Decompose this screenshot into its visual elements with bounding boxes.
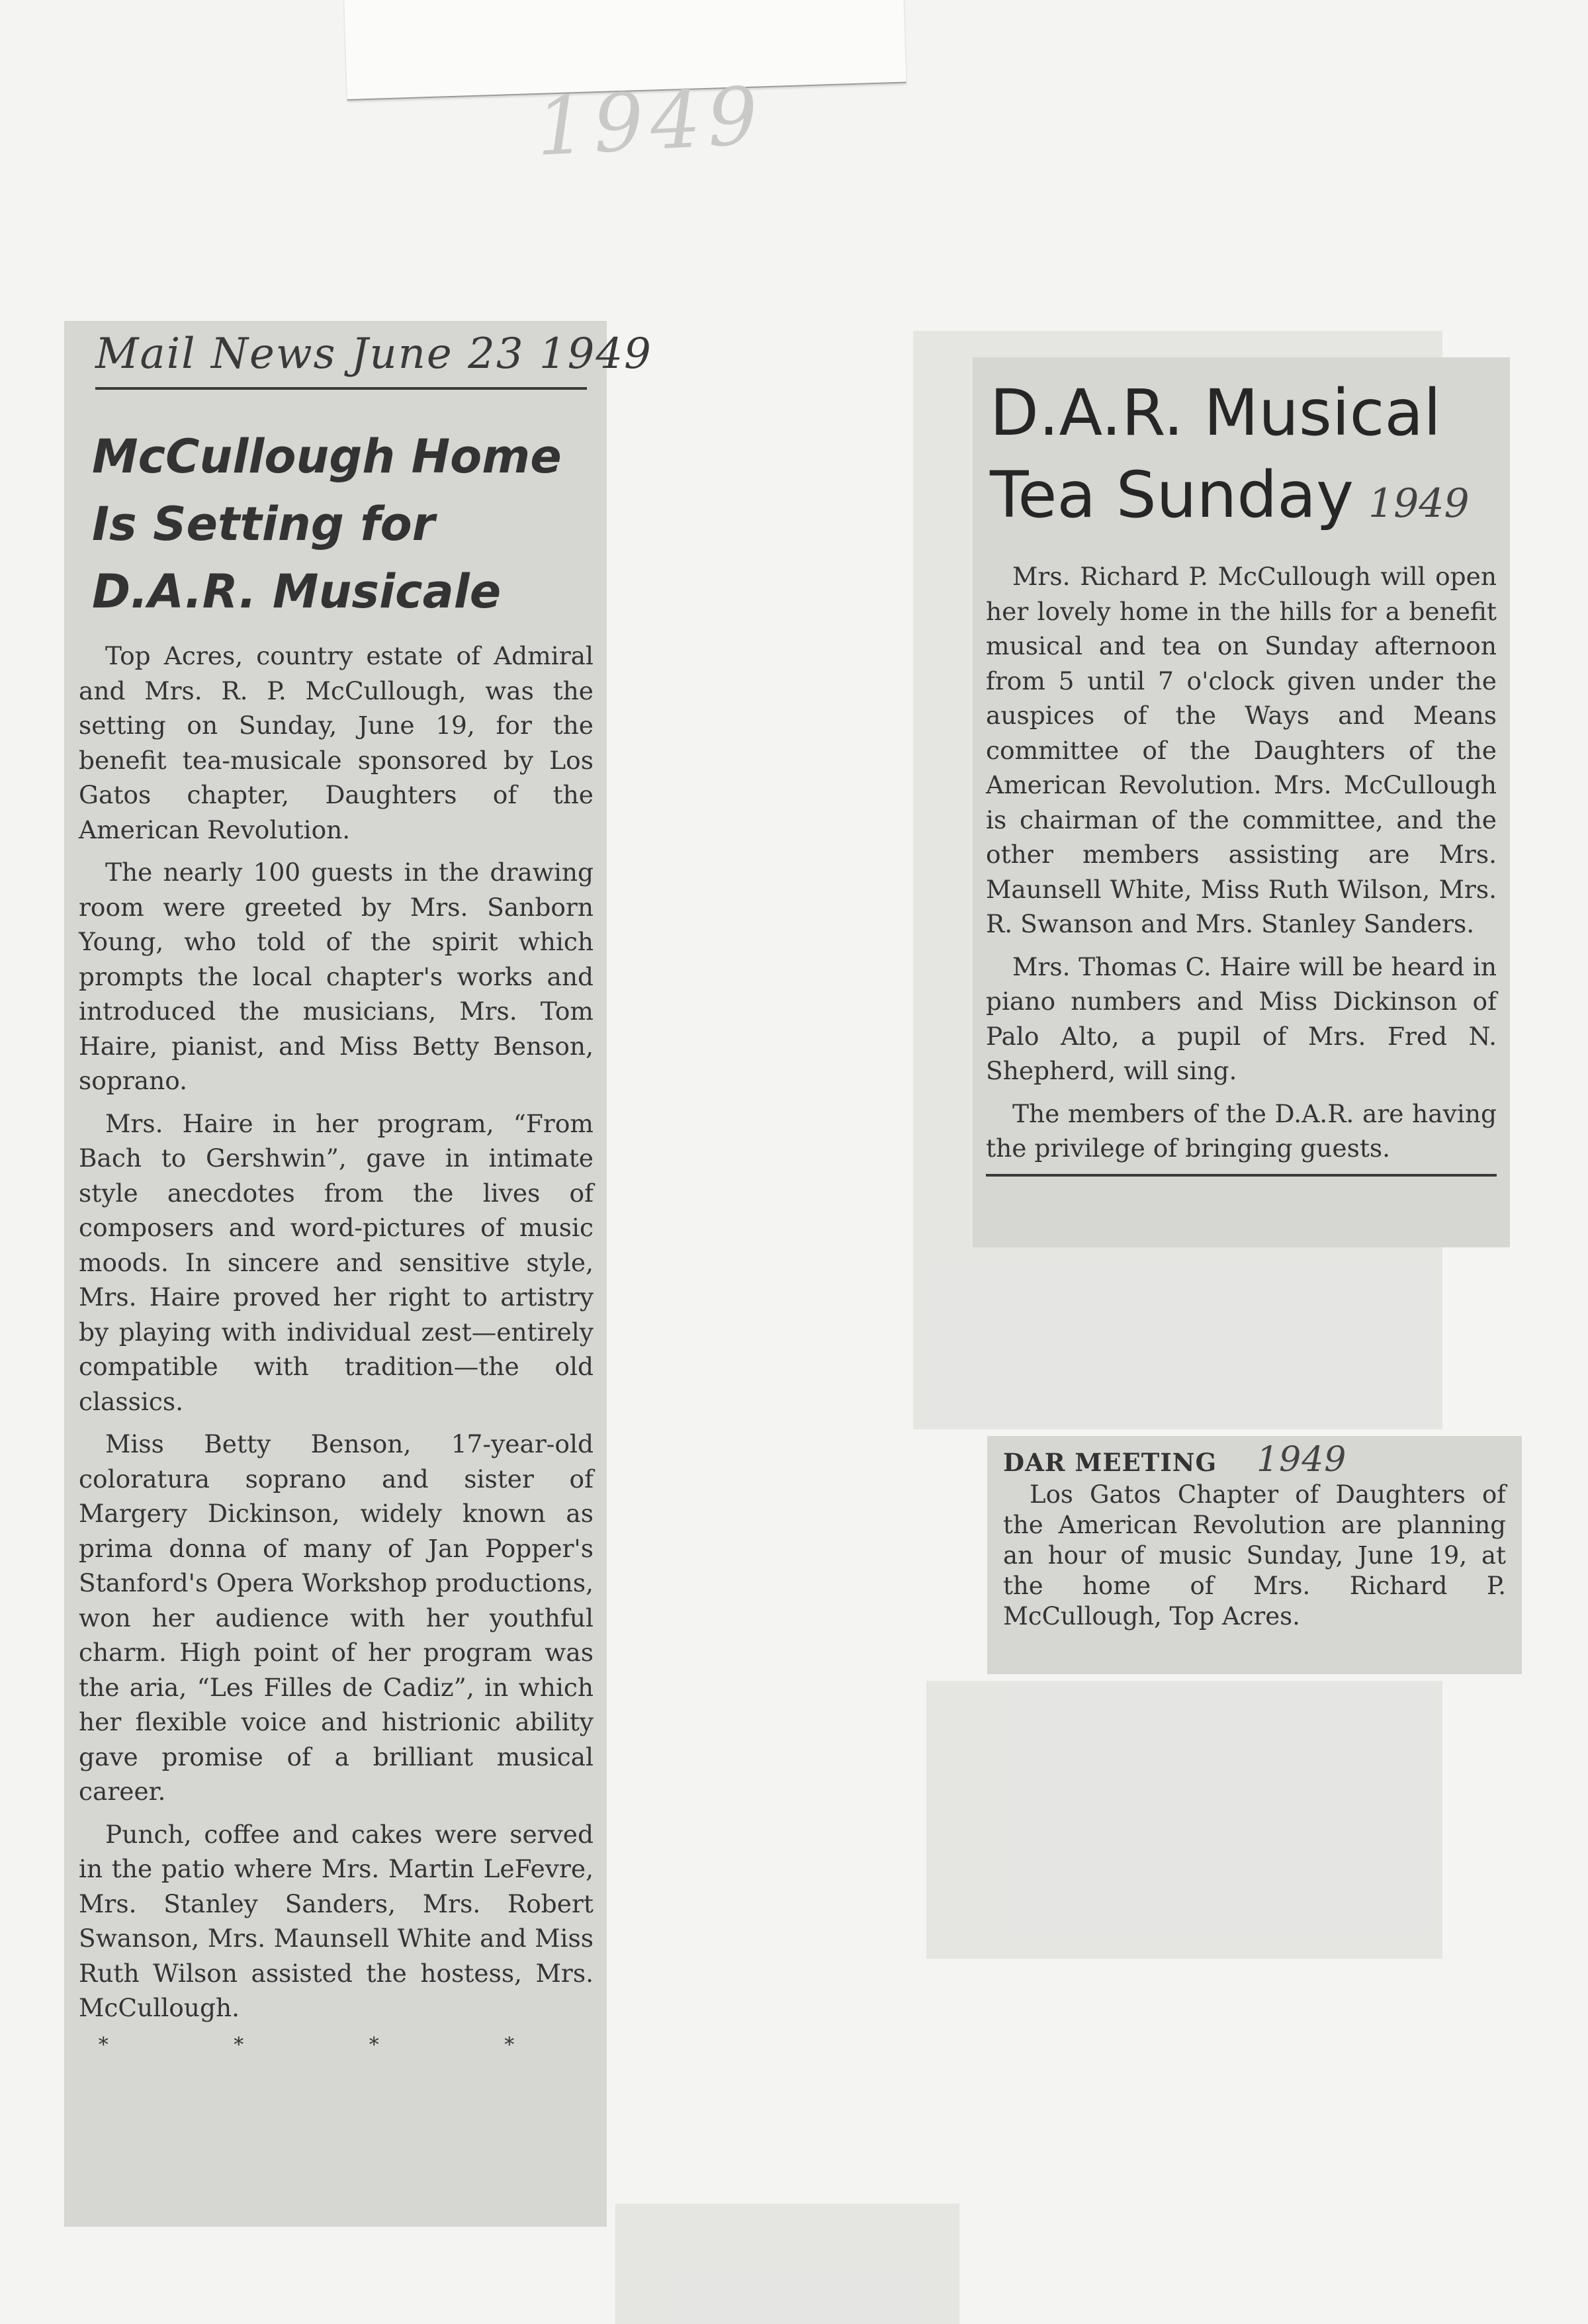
right-handwritten-year: 1949 [1368, 480, 1470, 527]
small-paragraph: Los Gatos Chapter of Daughters of the American Revolution are planning an hour of music Sunday, June 19, at the home of Mrs. Richard P. McCullough, Top Acres. [1003, 1480, 1506, 1631]
left-paragraph: Mrs. Haire in her program, “From Bach to Gershwin”, gave in intimate style anecdotes from the lives of composers and word-pictures of music moods. In sincere and sensitive style, Mrs. Haire proved her right to artistry by playing with individual zest—entirely compatible with tradition—the old classics. [79, 1108, 594, 1416]
right-body [986, 559, 1497, 1166]
right-clipping [973, 357, 1510, 1247]
right-headline-line2: Tea Sunday [990, 458, 1354, 532]
small-clipping [987, 1436, 1522, 1674]
right-paragraph: Mrs. Richard P. McCullough will open her lovely home in the hills for a benefit musical and tea on Sunday afternoon from 5 until 7 o'clock given under the auspices of the Ways and Means committee of the Daughters of the American Revolution. Mrs. McCullough is chairman of the committee, and the other members assisting are Mrs. Maunsell White, Miss Ruth Wilson, Mrs. R. Swanson and Mrs. Stanley Sanders. [986, 562, 1497, 938]
small-headline-row [1003, 1440, 1506, 1480]
ghost-print [926, 1681, 1442, 1959]
bottom-rule [986, 1174, 1497, 1177]
small-body [1003, 1480, 1506, 1632]
handwritten-source: Mail News June 23 1949 [95, 321, 587, 390]
end-marks: * * * * [98, 2033, 574, 2057]
ghost-print [615, 2204, 959, 2324]
right-headline-line1: D.A.R. Musical [990, 376, 1441, 450]
right-headline [990, 372, 1497, 545]
left-paragraph: Top Acres, country estate of Admiral and Mrs. R. P. McCullough, was the setting on Sunday, June 19, for the benefit tea-musicale sponsored by Los Gatos chapter, Daughters of the American Revolution. [79, 641, 594, 844]
page-handwritten-year: 1949 [533, 70, 767, 174]
left-paragraph: Punch, coffee and cakes were served in the patio where Mrs. Martin LeFevre, Mrs. Stanley Sanders, Mrs. Robert Swanson, Mrs. Maunsell White and Miss Ruth Wilson assisted the hostess, Mrs. McCullough. [79, 1819, 594, 2022]
left-headline: McCullough Home Is Setting for D.A.R. Musicale [92, 429, 562, 619]
left-paragraph: The nearly 100 guests in the drawing room were greeted by Mrs. Sanborn Young, who told of the spirit which prompts the local chapter's works and introduced the musicians, Mrs. Tom Haire, pianist, and Miss Betty Benson, soprano. [79, 858, 594, 1095]
right-paragraph: Mrs. Thomas C. Haire will be heard in piano numbers and Miss Dickinson of Palo Alto, a pupil of Mrs. Fred N. Shepherd, will sing. [986, 952, 1497, 1085]
right-paragraph: The members of the D.A.R. are having the privilege of bringing guests. [986, 1098, 1497, 1163]
left-body [79, 639, 594, 2026]
small-headline: DAR MEETING [1003, 1448, 1217, 1477]
left-clipping [64, 321, 652, 2227]
small-handwritten-year: 1949 [1257, 1440, 1347, 1480]
left-paragraph: Miss Betty Benson, 17-year-old coloratura soprano and sister of Margery Dickinson, widely known as prima donna of many of Jan Popper's Stanford's Opera Workshop productions, won her audience with her youthful charm. High point of her program was the aria, “Les Filles de Cadiz”, in which her flexible voice and histrionic ability gave promise of a brilliant musical career. [79, 1429, 594, 1806]
